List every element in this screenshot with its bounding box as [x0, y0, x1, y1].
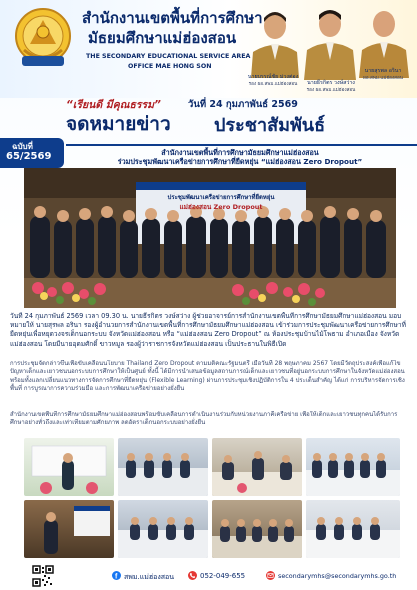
event-photo — [306, 438, 400, 496]
photo-thumbnail — [212, 500, 302, 558]
headline-line1: สำนักงานเขตพื้นที่การศึกษามัธยมศึกษาแม่ฮ่องสอน — [161, 148, 319, 157]
photo-thumbnail — [24, 500, 114, 558]
banner-text-line2: แม่ฮ่องสอน Zero Dropout — [179, 203, 263, 211]
executive-caption — [351, 68, 415, 82]
executive-role: รอง ผอ.สพม.แม่ฮ่องสอน — [248, 82, 298, 87]
event-photo — [24, 438, 114, 496]
photo-grid — [24, 438, 400, 560]
group-photo-scene — [24, 168, 396, 308]
event-photo — [212, 438, 302, 496]
issue-number: 65/2569 — [6, 151, 52, 162]
facebook-link[interactable]: สพม.แม่ฮ่องสอน — [124, 573, 175, 581]
org-name-th-line2: มัธยมศึกษาแม่ฮ่องสอน — [88, 29, 237, 47]
event-photo — [212, 500, 302, 558]
body-paragraph-2: การประชุมจัดกล่าวขึ้นเพื่อขับเคลื่อนนโยบาย Thailand Zero Dropout ตามมติคณะรัฐมนตรี เมื่อวันที่ 28 พฤษภาคม 2567 โดยมีวัตถุประสงค์เพื่อแก้ไขปัญหาเด็กและเยาวชนนอกระบบการศึกษาให้เป็นศูนย์ ทั้งนี้ ได้มีการนำเสนอข้อมูลสถานการณ์เด็กและเยาวชนที่อยู่นอกระบบการศึกษาในจังหวัดแม่ฮ่องสอน พร้อมทั้งแลกเปลี่ยนแนวทางการจัดการศึกษาที่ยืดหยุ่น (Flexible Learning) ผ่านการประชุมเชิงปฏิบัติการใน 4 ประเด็นสำคัญ ได้แก่ การบริหารจัดการเชิงพื้นที่ การบูรณาการความร่วมมือ และการพัฒนาเครือข่ายอย่างยั่งยืน — [10, 360, 405, 393]
executive-caption — [299, 80, 363, 94]
headline-line2: ร่วมประชุมพัฒนาเครือข่ายการศึกษาที่ยืดหยุ่น “แม่ฮ่องสอน Zero Dropout” — [117, 157, 363, 166]
executive-role: ผอ.สพม.แม่ฮ่องสอน — [363, 76, 403, 81]
divider — [66, 144, 417, 146]
photo-thumbnail — [306, 438, 400, 496]
banner-text-line1: ประชุมพัฒนาเครือข่ายการศึกษาที่ยืดหยุ่น — [167, 194, 275, 201]
email-icon — [266, 571, 275, 580]
event-photo — [24, 500, 114, 558]
obec-logo — [12, 6, 74, 70]
email-address[interactable]: secondarymhs@secondarymhs.go.th — [278, 572, 397, 580]
org-name-th-line1: สำนักงานเขตพื้นที่การศึกษา — [82, 9, 263, 27]
executive-name: นายสุรพล อรินา — [364, 68, 402, 74]
issue-label: ฉบับที่ — [12, 142, 33, 151]
photo-thumbnail — [118, 438, 208, 496]
body-paragraph-1: วันที่ 24 กุมภาพันธ์ 2569 เวลา 09.30 น. นายธีรกิตร วงษ์สว่าง ผู้ช่วยอาจารย์การสำนักงานเขตพื้นที่การศึกษามัธยมศึกษาแม่ฮ่องสอน มอบหมายให้ นายสุรพล อรินา รองผู้อำนวยการสำนักงานเขตพื้นที่การศึกษามัธยมศึกษาแม่ฮ่องสอน เข้าร่วมการประชุมพัฒนาเครือข่ายการศึกษาที่ยืดหยุ่นเพื่อหยุดวงจรเด็กนอกระบบ จังหวัดแม่ฮ่องสอน หรือ “แม่ฮ่องสอน Zero Dropout” ณ ห้องประชุมบ้านไม้โพธาม อำเภอเมือง จังหวัดแม่ฮ่องสอน โดยมีนายอุดมศักดิ์ ขาวหมูล รองผู้ว่าราชการจังหวัดแม่ฮ่องสอน เป็นประธานในพิธีเปิด — [10, 312, 406, 348]
org-name-en-line2: OFFICE MAE HONG SON — [128, 63, 212, 70]
issue-date: วันที่ 24 กุมภาพันธ์ 2569 — [188, 99, 298, 110]
executives-group — [243, 0, 411, 98]
executive-role: รอง ผอ.สพม.แม่ฮ่องสอน — [306, 88, 356, 93]
newsletter-title: จดหมายข่าว — [66, 113, 171, 135]
org-name-en-line1: THE SECONDARY EDUCATIONAL SERVICE AREA — [86, 53, 251, 60]
photo-thumbnail — [24, 438, 114, 496]
executive-name: นายบรรณ์ชัย ม่วงต่อง — [247, 74, 299, 80]
phone-icon — [188, 571, 197, 580]
executive-portrait — [245, 4, 305, 78]
executive-portrait — [355, 4, 413, 78]
slogan: “เรียนดี มีคุณธรรม” — [66, 99, 161, 111]
event-photo — [118, 438, 208, 496]
qr-code-icon[interactable] — [32, 565, 54, 587]
issue-badge — [0, 138, 64, 168]
executive-name: นายธีรกิตร วงษ์สว่าง — [307, 80, 355, 86]
photo-thumbnail — [118, 500, 208, 558]
photo-thumbnail — [306, 500, 400, 558]
body-paragraph-3: สำนักงานเขตพื้นที่การศึกษามัธยมศึกษาแม่ฮ่องสอนพร้อมขับเคลื่อนการดำเนินงานร่วมกับหน่วยงานภาคีเครือข่าย เพื่อให้เด็กและเยาวชนทุกคนได้รับการศึกษาอย่างทั่วถึงและเท่าเทียมตามศักยภาพ ลดอัตราเด็กนอกระบบอย่างยั่งยืน — [10, 411, 398, 427]
executive-caption — [241, 74, 305, 88]
event-photo — [306, 500, 400, 558]
main-group-photo — [24, 168, 396, 308]
svg-text:f: f — [115, 573, 118, 580]
header — [0, 0, 417, 98]
phone-number: 052-049-655 — [200, 572, 246, 580]
event-photo — [118, 500, 208, 558]
newsletter-subtitle: ประชาสัมพันธ์ — [214, 115, 326, 136]
facebook-icon[interactable] — [112, 571, 121, 580]
photo-thumbnail — [212, 438, 302, 496]
